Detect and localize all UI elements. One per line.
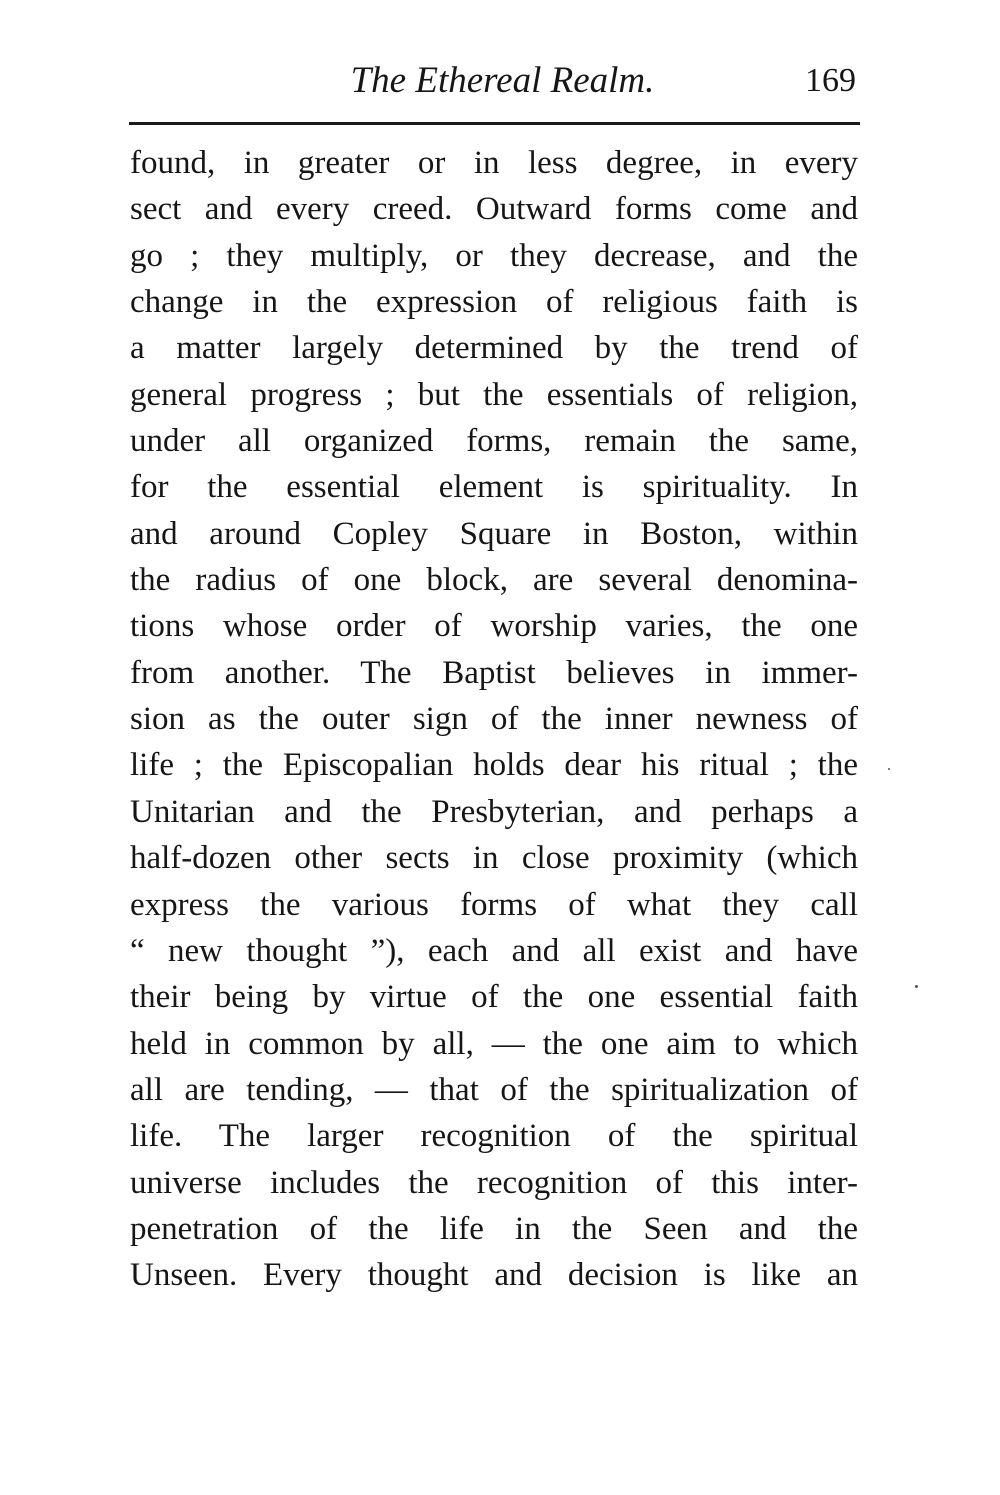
- text-line: general progress ; but the essentials of religion,: [130, 376, 858, 413]
- text-line: their being by virtue of the one essential faith: [130, 979, 858, 1016]
- text-line: for the essential element is spirituality. In: [130, 469, 858, 506]
- text-line: universe includes the recognition of this inter-: [130, 1164, 858, 1201]
- body-text: [130, 140, 858, 1299]
- text-line: Unitarian and the Presbyterian, and perhaps a: [130, 793, 858, 830]
- paper-speck: [915, 985, 918, 988]
- page-number: 169: [805, 62, 856, 99]
- text-line: go ; they multiply, or they decrease, and the: [130, 237, 858, 274]
- running-header: [129, 52, 858, 108]
- text-line: “ new thought ”), each and all exist and have: [130, 932, 858, 969]
- text-line: and around Copley Square in Boston, within: [130, 515, 858, 552]
- text-line: a matter largely determined by the trend of: [130, 330, 858, 367]
- running-title: The Ethereal Realm.: [350, 60, 655, 101]
- text-line: found, in greater or in less degree, in every: [130, 145, 858, 181]
- text-line: Unseen. Every thought and decision is like an: [130, 1257, 858, 1294]
- text-line: all are tending, — that of the spiritualization of: [130, 1071, 858, 1108]
- text-line: sect and every creed. Outward forms come and: [130, 191, 858, 228]
- text-line: half-dozen other sects in close proximity (which: [130, 840, 858, 877]
- text-line: express the various forms of what they call: [130, 886, 858, 923]
- text-line: from another. The Baptist believes in immer-: [130, 654, 858, 691]
- text-line: life. The larger recognition of the spiritual: [130, 1118, 858, 1155]
- text-line: sion as the outer sign of the inner newness of: [130, 701, 858, 738]
- text-line: the radius of one block, are several denomina-: [130, 562, 858, 599]
- text-line: held in common by all, — the one aim to which: [130, 1025, 858, 1062]
- text-line: under all organized forms, remain the same,: [130, 423, 858, 460]
- text-line: life ; the Episcopalian holds dear his ritual ; the: [130, 747, 858, 784]
- text-line: tions whose order of worship varies, the one: [130, 608, 858, 645]
- header-rule: [129, 122, 860, 125]
- paper-speck: [888, 768, 890, 770]
- text-line: penetration of the life in the Seen and the: [130, 1210, 858, 1247]
- text-line: change in the expression of religious faith is: [130, 284, 858, 321]
